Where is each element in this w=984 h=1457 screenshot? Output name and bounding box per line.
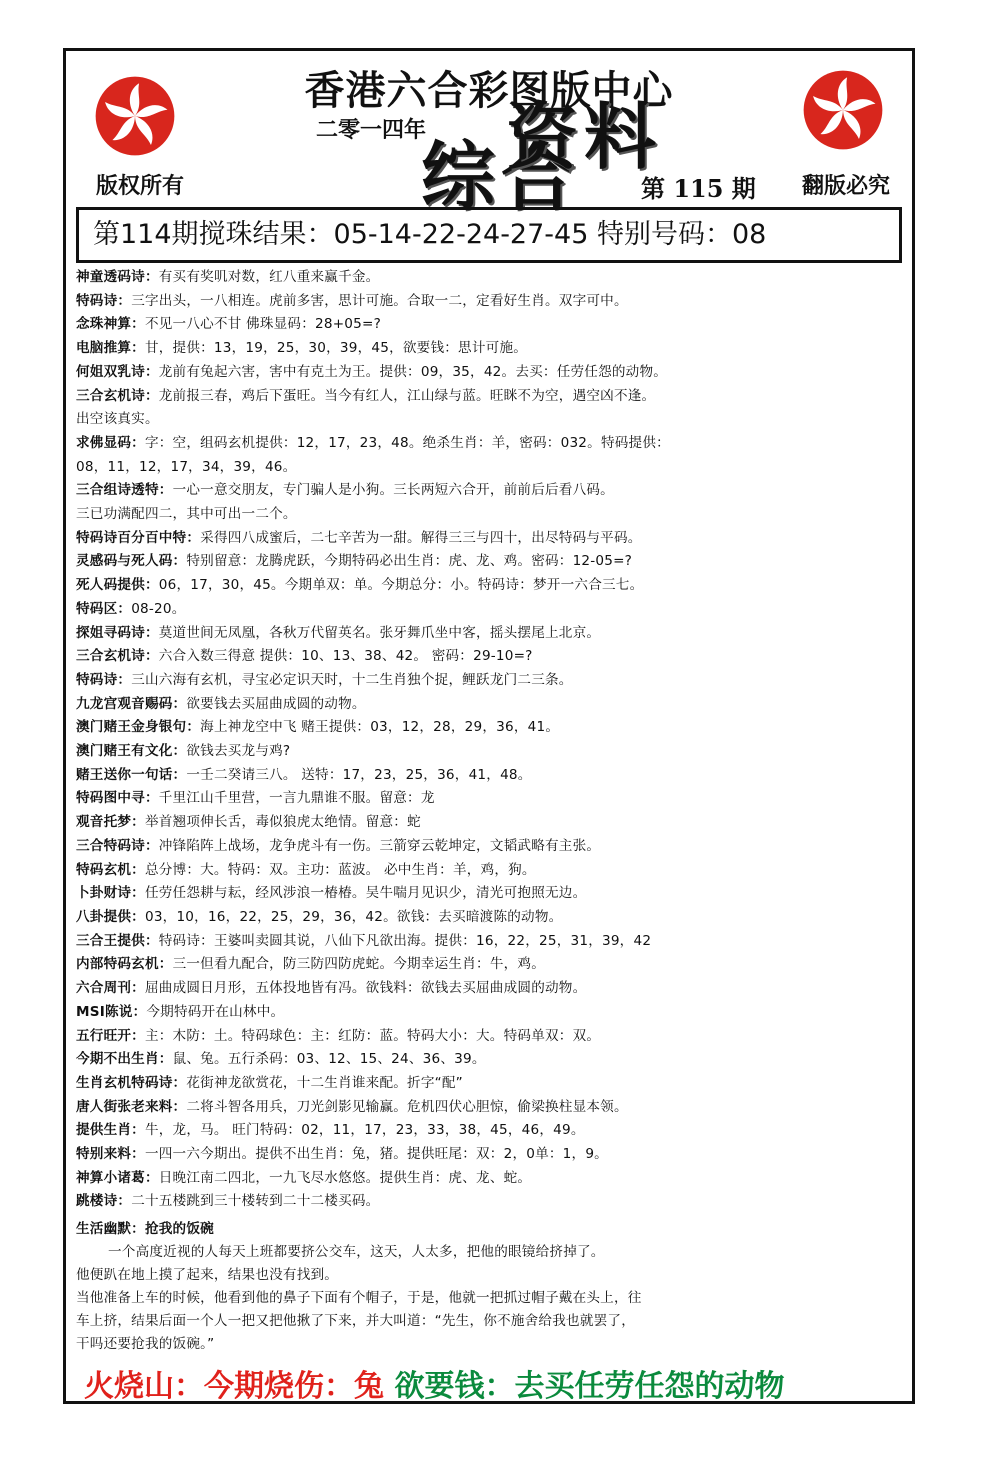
line-label: 特码图中寻：: [76, 790, 159, 807]
line-text: 海上神龙空中飞 赌王提供：03，12，28，29，36，41。: [200, 719, 560, 736]
line-text: 千里江山千里营，一言九鼎谁不服。留意：龙: [158, 790, 435, 807]
content-line: [76, 740, 906, 764]
line-label: 九龙宫观音赐码：: [76, 695, 187, 712]
line-text: 冲锋陷阵上战场，龙争虎斗有一伤。三箭穿云乾坤定，文韬武略有主张。: [158, 837, 601, 854]
content-list: [76, 266, 906, 1356]
line-label: 三合王提供：: [76, 932, 159, 949]
issue-number: 第 115 期: [641, 174, 756, 203]
line-label: 电脑推算：: [76, 340, 145, 357]
content-line: [76, 787, 906, 811]
line-label: 神童透码诗：: [76, 269, 159, 285]
line-text: 龙前有兔起六害，害中有克土为王。提供：09，35，42。去买：任劳任怨的动物。: [158, 363, 668, 380]
line-text: 二十五楼跳到三十楼转到二十二楼买码。: [131, 1193, 380, 1210]
line-text: 欲要钱去买屈曲成圆的动物。: [186, 695, 366, 712]
content-line: [76, 977, 906, 1001]
content-line: [76, 503, 906, 527]
line-label: 跳楼诗：: [76, 1193, 132, 1210]
line-label: 卜卦财诗：: [76, 885, 145, 902]
line-label: 求佛显码：: [76, 434, 145, 451]
line-label: 三合特码诗：: [76, 837, 159, 854]
content-line: [76, 1025, 906, 1049]
content-line: [76, 337, 906, 361]
joke-line: 干吗还要抢我的饭碗。”: [76, 1336, 215, 1353]
content-line: [76, 811, 906, 835]
line-text: 三字出头，一八相连。虎前多害，思计可施。合取一二，定看好生肖。双字可中。: [131, 292, 628, 309]
footer-part-1: 火烧山：今期烧伤：兔: [84, 1369, 384, 1404]
line-text: 日晚江南二四北，一九飞尽水悠悠。提供生肖：虎、龙、蛇。: [158, 1169, 532, 1186]
content-line: [76, 669, 906, 693]
title-big-1: 综合: [421, 134, 581, 220]
line-text: 花街神龙欲赏花，十二生肖谁来配。折字“配”: [186, 1074, 463, 1091]
content-line: [76, 693, 906, 717]
line-label: 特码诗：: [76, 292, 132, 309]
content-line: [76, 1096, 906, 1120]
line-label: 三合组诗透特：: [76, 482, 173, 499]
content-line: [76, 432, 906, 456]
footer-banner: [84, 1361, 784, 1405]
line-text: 任劳任怨耕与耘，经风涉浪一椿椿。吴牛喘月见识少，清光可抱照无边。: [144, 885, 587, 902]
line-text: 有买有奖叽对数，红八重来赢千金。: [158, 269, 380, 285]
line-text: 甘，提供：13，19，25，30，39，45，欲要钱：思计可施。: [144, 340, 528, 357]
draw-result-box: 第114期搅珠结果：05-14-22-24-27-45 特别号码：08: [76, 207, 902, 263]
content-line: [76, 266, 906, 290]
line-text: 采得四八成蜜后，二七辛苦为一甜。解得三三与四十，出尽特码与平码。: [200, 529, 642, 546]
line-text: 特别留意：龙腾虎跃，今期特码必出生肖：虎、龙、鸡。密码：12-05=?: [186, 553, 633, 570]
line-text: 特码诗：王婆叫卖圆其说，八仙下凡欲出海。提供：16，22，25，31，39，42: [158, 932, 652, 949]
line-text: 总分博：大。特码：双。主功：蓝波。 必中生肖：羊，鸡，狗。: [144, 861, 536, 878]
content-line: [76, 1048, 906, 1072]
content-line: [76, 598, 906, 622]
content-line: [76, 550, 906, 574]
footer-part-2: 欲要钱：去买任劳任怨的动物: [394, 1369, 785, 1404]
line-text: 牛，龙，马。 旺门特码：02，11，17，23，33，38，45，46，49。: [144, 1122, 585, 1139]
line-label: 灵感码与死人码：: [76, 553, 187, 570]
content-line: [76, 764, 906, 788]
header: [66, 51, 912, 220]
joke-line: 他便趴在地上摸了起来，结果也没有找到。: [76, 1267, 339, 1284]
joke-line: 一个高度近视的人每天上班都要挤公交车，这天，人太多，把他的眼镜给挤掉了。: [108, 1244, 605, 1261]
line-text: 出空该真实。: [76, 411, 159, 428]
line-text: 三已功满配四二，其中可出一二个。: [76, 506, 297, 523]
line-label: 澳门赌王金身银句：: [76, 719, 201, 736]
content-line: [76, 1001, 906, 1025]
line-text: 屈曲成圆日月形，五体投地皆有冯。欲钱料：欲钱去买屈曲成圆的动物。: [144, 980, 587, 997]
line-label: 特码诗百分百中特：: [76, 529, 201, 546]
line-label: 探姐寻码诗：: [76, 624, 159, 641]
content-line: [76, 859, 906, 883]
line-label: 八卦提供：: [76, 908, 145, 925]
line-text: 一心一意交朋友，专门骗人是小狗。三长两短六合开，前前后后看八码。: [172, 482, 614, 499]
copyright-left: 版权所有: [96, 173, 185, 199]
line-label: 唐人街张老来料：: [76, 1098, 187, 1115]
line-text: 主：木防：土。特码球色：主：红防：蓝。特码大小：大。特码单双：双。: [144, 1027, 601, 1044]
content-line: [76, 1119, 906, 1143]
title-big-2: 资料: [506, 94, 663, 179]
line-text: 鼠、兔。五行杀码：03、12、15、24、36、39。: [172, 1051, 486, 1068]
line-text: 欲钱去买龙与鸡?: [186, 743, 291, 760]
content-line: [76, 906, 906, 930]
content-line: [76, 930, 906, 954]
line-text: 莫道世间无凤凰，各秋万代留英名。张牙舞爪坐中客，摇头摆尾上北京。: [158, 624, 601, 641]
page-frame: [63, 48, 915, 1404]
copyright-right: 翻版必究: [801, 173, 890, 199]
content-line: [76, 290, 906, 314]
line-text: 一四一六今期出。提供不出生肖：兔，猪。提供旺尾：双：2，0单：1，9。: [144, 1146, 608, 1163]
line-label: 特码诗：: [76, 671, 132, 688]
line-label: 特码玄机：: [76, 861, 145, 878]
content-line: [76, 313, 906, 337]
page-title: 香港六合彩图版中心: [304, 67, 674, 114]
content-line: [76, 622, 906, 646]
line-text: 三山六海有玄机，寻宝必定识天时，十二生肖独个捉，鲤跃龙门二三条。: [131, 671, 573, 688]
line-text: 举首翘项伸长舌，毒似狼虎太绝情。留意：蛇: [144, 814, 421, 831]
title-year: 二零一四年: [316, 117, 427, 143]
line-text: 三一但看九配合，防三防四防虎蛇。今期幸运生肖：牛，鸡。: [172, 956, 545, 973]
line-label: 特别来料：: [76, 1146, 145, 1163]
line-label: 今期不出生肖：: [76, 1051, 173, 1068]
content-line: [76, 1190, 906, 1214]
joke-line: 车上挤，结果后面一个人一把又把他揪了下来，并大叫道：“先生，你不施舍给我也就罢了，: [76, 1313, 635, 1330]
joke-line: 当他准备上车的时候，他看到他的鼻子下面有个帽子，于是，他就一把抓过帽子戴在头上，往: [76, 1290, 642, 1307]
line-text: 08-20。: [131, 600, 186, 617]
line-label: 神算小诸葛：: [76, 1169, 159, 1186]
line-label: 何姐双乳诗：: [76, 363, 159, 380]
line-label: 内部特码玄机：: [76, 956, 173, 973]
content-line: [76, 882, 906, 906]
content-line: [76, 408, 906, 432]
line-label: 观音托梦：: [76, 814, 145, 831]
line-text: 08，11，12，17，34，39，46。: [76, 458, 297, 475]
content-line: [76, 716, 906, 740]
content-line: [76, 953, 906, 977]
line-text: 字：空，组码玄机提供：12，17，23，48。绝杀生肖：羊，密码：032。特码提供：: [144, 434, 670, 451]
line-text: 今期特码开在山林中。: [146, 1003, 285, 1020]
line-text: 龙前报三春，鸡后下蛋旺。当今有红人，江山绿与蓝。旺眯不为空，遇空凶不逢。: [158, 387, 656, 404]
line-label: 死人码提供：: [76, 577, 159, 594]
line-text: 不见一八心不甘 佛珠显码：28+05=?: [144, 316, 382, 333]
content-line: [76, 645, 906, 669]
content-line: [76, 574, 906, 598]
line-text: 06，17，30，45。今期单双：单。今期总分：小。特码诗：梦开一六合三七。: [158, 577, 644, 594]
line-label: 生肖玄机特码诗：: [76, 1074, 187, 1091]
content-line: [76, 1167, 906, 1191]
joke-section: [76, 1218, 906, 1356]
line-text: 03，10，16，22，25，29，36，42。欲钱：去买暗渡陈的动物。: [144, 908, 563, 925]
line-label: 六合周刊：: [76, 980, 145, 997]
content-line: [76, 385, 906, 409]
content-line: [76, 1072, 906, 1096]
line-label: 三合玄机诗：: [76, 648, 159, 665]
content-line: [76, 361, 906, 385]
line-label: 特码区：: [76, 600, 132, 617]
content-line: [76, 527, 906, 551]
line-label: 提供生肖：: [76, 1122, 145, 1139]
content-line: [76, 1143, 906, 1167]
line-text: 六合入数三得意 提供：10、13、38、42。 密码：29-10=?: [158, 648, 533, 665]
line-label: 赌王送你一句话：: [76, 766, 187, 783]
content-line: [76, 835, 906, 859]
content-line: [76, 479, 906, 503]
line-text: 一壬二癸请三八。 送特：17，23，25，36，41，48。: [186, 766, 532, 783]
content-line: [76, 456, 906, 480]
joke-title: 生活幽默：抢我的饭碗: [76, 1221, 214, 1238]
line-label: 三合玄机诗：: [76, 387, 159, 404]
line-label: 念珠神算：: [76, 316, 145, 333]
line-label: 五行旺开：: [76, 1027, 145, 1044]
line-label: MSI陈说：: [76, 1003, 147, 1020]
line-label: 澳门赌王有文化：: [76, 743, 187, 760]
line-text: 二将斗智各用兵，刀光剑影见输赢。危机四伏心胆惊，偷梁换柱显本领。: [186, 1098, 628, 1115]
